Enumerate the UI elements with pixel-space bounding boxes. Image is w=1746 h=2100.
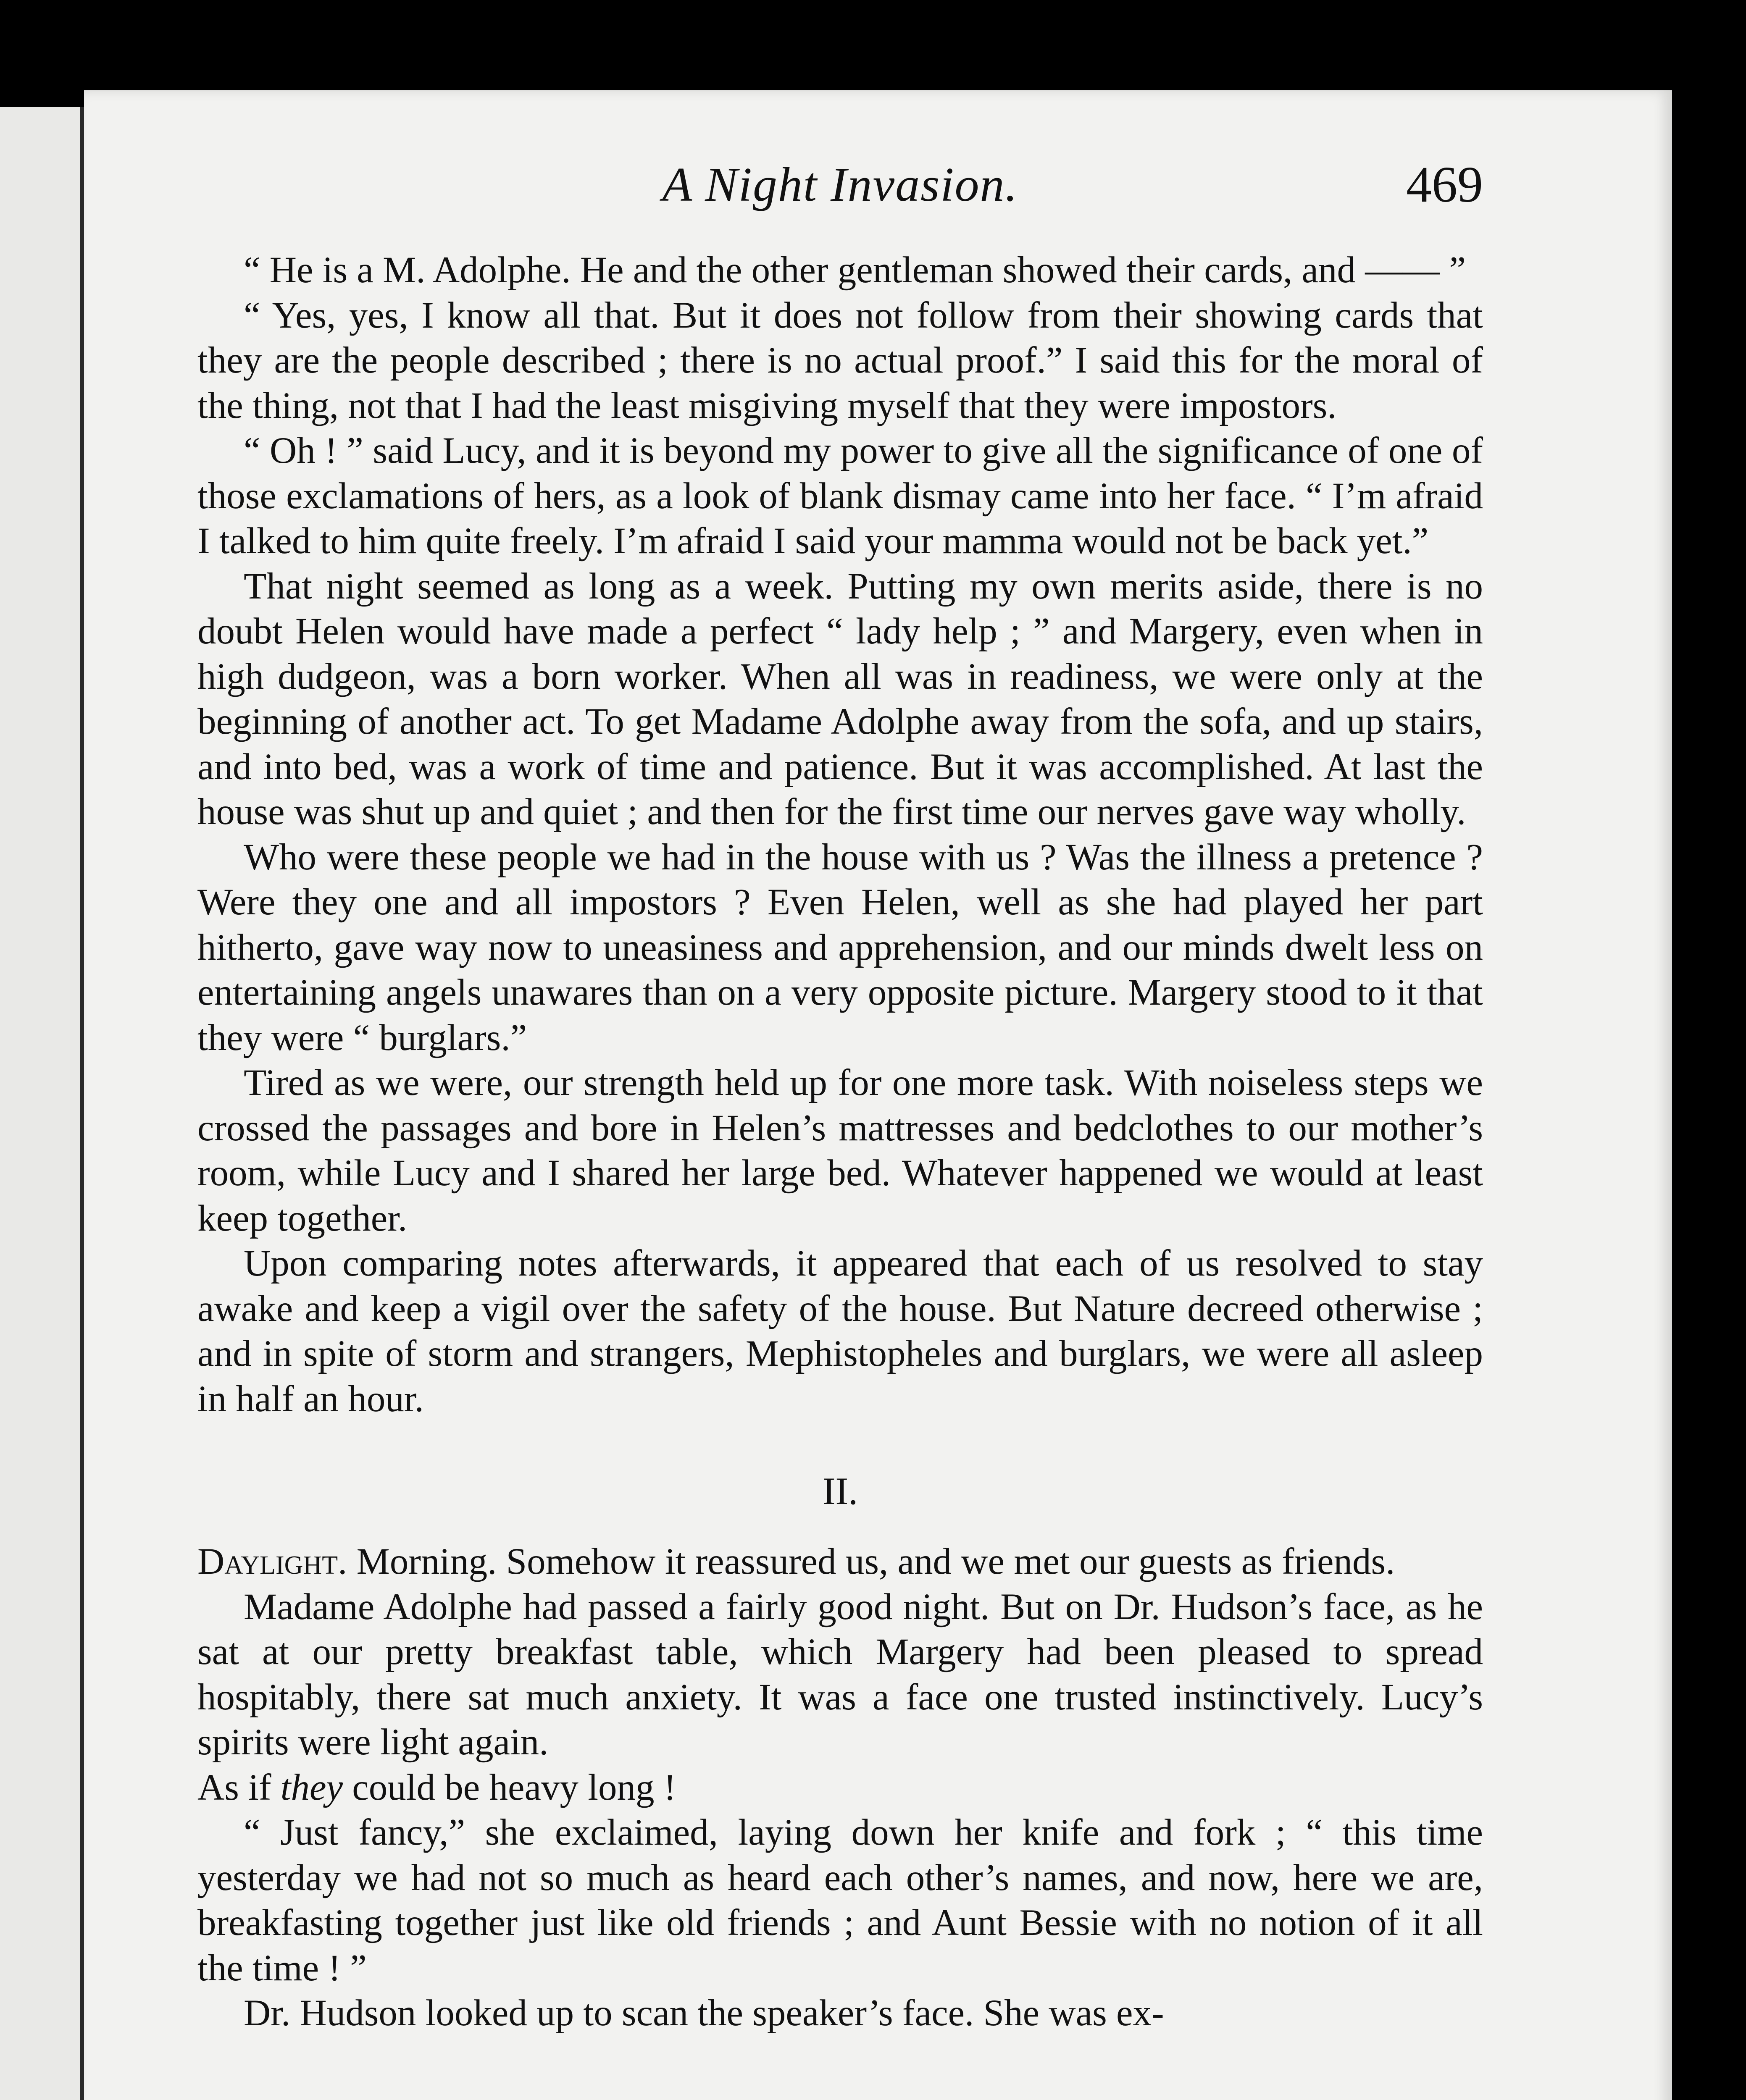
emphasized-word: they	[280, 1767, 343, 1808]
page-header	[197, 151, 1483, 218]
running-title: A Night Invasion.	[662, 158, 1018, 212]
paragraph: “ Oh ! ” said Lucy, and it is beyond my power to give all the significance of one of those exclamations of hers, as a look of blank dismay came into her face. “ I’m afraid I talked to him quite freely. I’m afraid I said your mamma would not be back yet.”	[197, 430, 1483, 562]
text-run: As if	[197, 1767, 281, 1808]
page-number: 469	[1406, 156, 1483, 213]
paragraph-continuation	[197, 1765, 1483, 1811]
section-heading: II.	[822, 1470, 858, 1512]
paragraph: Who were these people we had in the house with us ? Was the illness a pretence ? Were they one and all impostors ? Even Helen, well as she had played her part hitherto, gave way now to uneasiness and apprehension, and our minds dwelt less on entertaining angels unawares than on a very opposite picture. Margery stood to it that they were “ burglars.”	[197, 836, 1483, 1058]
paragraph: Tired as we were, our strength held up for one more task. With noiseless steps we crossed the passages and bore in Helen’s mattresses and bedclothes to our mother’s room, while Lucy and I shared her large bed. Whatever happened we would at least keep together.	[197, 1062, 1483, 1239]
paragraph-section-opening	[197, 1539, 1483, 1585]
paragraph: Dr. Hudson looked up to scan the speaker’s face. She was ex-	[244, 1992, 1164, 2034]
section-lead-word: Daylight.	[197, 1541, 347, 1582]
paragraph: “ Yes, yes, I know all that. But it does not follow from their showing cards that they are the people described ; there is no actual proof.” I said this for the moral of the thing, not that I had the least misgiving myself that they were impostors.	[197, 294, 1483, 426]
paragraph: Upon comparing notes afterwards, it appeared that each of us resolved to stay awake and keep a vigil over the safety of the house. But Nature decreed otherwise ; and in spite of storm and strangers, Mephistopheles and burglars, we were all asleep in half an hour.	[197, 1243, 1483, 1420]
text-run: could be heavy long !	[343, 1767, 676, 1808]
paragraph: “ He is a M. Adolphe. He and the other gentleman showed their cards, and —— ”	[244, 249, 1466, 291]
paragraph: That night seemed as long as a week. Putting my own merits aside, there is no doubt Helen would have made a perfect “ lady help ; ” and Margery, even when in high dudgeon, was a born worker. When all was in readiness, we were only at the beginning of another act. To get Madame Adolphe away from the sofa, and up stairs, and into bed, was a work of time and patience. But it was accomplished. At last the house was shut up and quiet ; and then for the first time our nerves gave way wholly.	[197, 565, 1483, 832]
paragraph: Madame Adolphe had passed a fairly good night. But on Dr. Hudson’s face, as he sat at our pretty breakfast table, which Margery had been pleased to spread hospitably, there sat much anxiety. It was a face one trusted instinctively. Lucy’s spirits were light again.	[197, 1586, 1483, 1763]
facing-page-edge	[0, 107, 84, 2100]
page-body-text	[197, 248, 1483, 2036]
paragraph: “ Just fancy,” she exclaimed, laying down her knife and fork ; “ this time yesterday we had not so much as heard each other’s names, and now, here we are, breakfasting together just like old friends ; and Aunt Bessie with no notion of it all the time ! ”	[197, 1812, 1483, 1989]
section-lead-rest: Morning. Somehow it reassured us, and we met our guests as friends.	[347, 1541, 1395, 1582]
